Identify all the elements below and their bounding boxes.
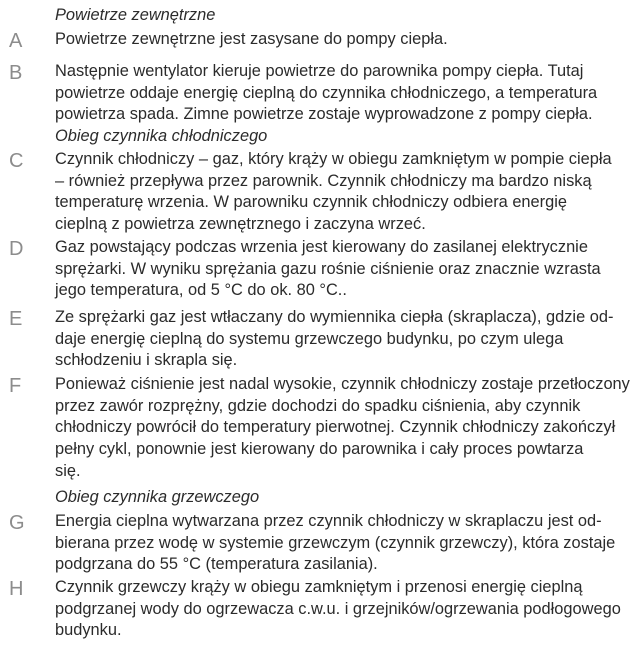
item-letter: B <box>9 62 23 84</box>
item-text <box>55 307 635 372</box>
text-line: chłodniczy powrócił do temperatury pierwotnej. Czynnik chłodniczy zakończył <box>55 418 616 437</box>
item-text <box>55 511 635 576</box>
text-line: się. <box>55 461 81 480</box>
section-heading-refrigerant-cycle: Obieg czynnika chłodniczego <box>55 127 268 145</box>
item-letter: A <box>9 30 23 52</box>
item-text <box>55 149 635 236</box>
text-line: powietrza spada. Zimne powietrze zostaje wyprowadzone z pompy ciepła. <box>55 105 593 124</box>
text-line: Ze sprężarki gaz jest wtłaczany do wymiennika ciepła (skraplacza), gdzie od- <box>55 308 614 326</box>
item-text <box>55 61 635 126</box>
item-text <box>55 374 635 483</box>
text-line: – również przepływa przez parownik. Czynnik chłodniczy ma bardzo niską <box>55 171 592 190</box>
text-line: podgrzanej wody do ogrzewacza c.w.u. i grzejników/ogrzewania podłogowego <box>55 599 621 618</box>
item-text <box>55 577 635 642</box>
text-line: Energia cieplna wytwarzana przez czynnik chłodniczy w skraplaczu jest od- <box>55 512 602 530</box>
item-letter: E <box>9 308 23 330</box>
text-line: daje energię cieplną do systemu grzewczego budynku, po czym ulega <box>55 329 564 348</box>
text-line: Gaz powstający podczas wrzenia jest kierowany do zasilanej elektrycznie <box>55 238 588 256</box>
item-letter: C <box>9 150 24 172</box>
text-line: jego temperatura, od 5 °C do ok. 80 °C.. <box>55 281 347 300</box>
text-line: powietrze oddaje energię cieplną do czynnika chłodniczego, a temperatura <box>55 83 598 102</box>
text-line: bierana przez wodę w systemie grzewczym (czynnik grzewczy), która zostaje <box>55 533 616 552</box>
item-letter: H <box>9 578 24 600</box>
text-line: Następnie wentylator kieruje powietrze do parownika pompy ciepła. Tutaj <box>55 62 584 80</box>
text-line: sprężarki. W wyniku sprężania gazu rośnie ciśnienie oraz znacznie wzrasta <box>55 259 601 278</box>
text-line: Czynnik grzewczy krąży w obiegu zamkniętym i przenosi energię cieplną <box>55 578 583 596</box>
section-heading-heating-cycle: Obieg czynnika grzewczego <box>55 488 260 506</box>
section-heading-outdoor-air: Powietrze zewnętrzne <box>55 6 216 24</box>
item-text <box>55 237 635 302</box>
text-line: Powietrze zewnętrzne jest zasysane do pompy ciepła. <box>55 30 448 48</box>
text-line: Ponieważ ciśnienie jest nadal wysokie, czynnik chłodniczy zostaje przetłoczony <box>55 375 630 393</box>
text-line: temperaturę wrzenia. W parowniku czynnik chłodniczy odbiera energię <box>55 193 567 212</box>
item-text <box>55 29 635 51</box>
text-line: podgrzana do 55 °C (temperatura zasilania). <box>55 555 378 574</box>
text-line: Czynnik chłodniczy – gaz, który krąży w obiegu zamkniętym w pompie ciepła <box>55 150 612 168</box>
text-line: budynku. <box>55 621 122 640</box>
item-letter: F <box>9 375 22 397</box>
text-line: schłodzeniu i skrapla się. <box>55 351 238 370</box>
text-line: pełny cykl, ponownie jest kierowany do parownika i cały proces powtarza <box>55 440 584 459</box>
text-line: cieplną z powietrza zewnętrznego i zaczyna wrzeć. <box>55 215 426 234</box>
item-letter: G <box>9 512 25 534</box>
item-letter: D <box>9 238 24 260</box>
text-line: przez zawór rozprężny, gdzie dochodzi do spadku ciśnienia, aby czynnik <box>55 396 581 415</box>
